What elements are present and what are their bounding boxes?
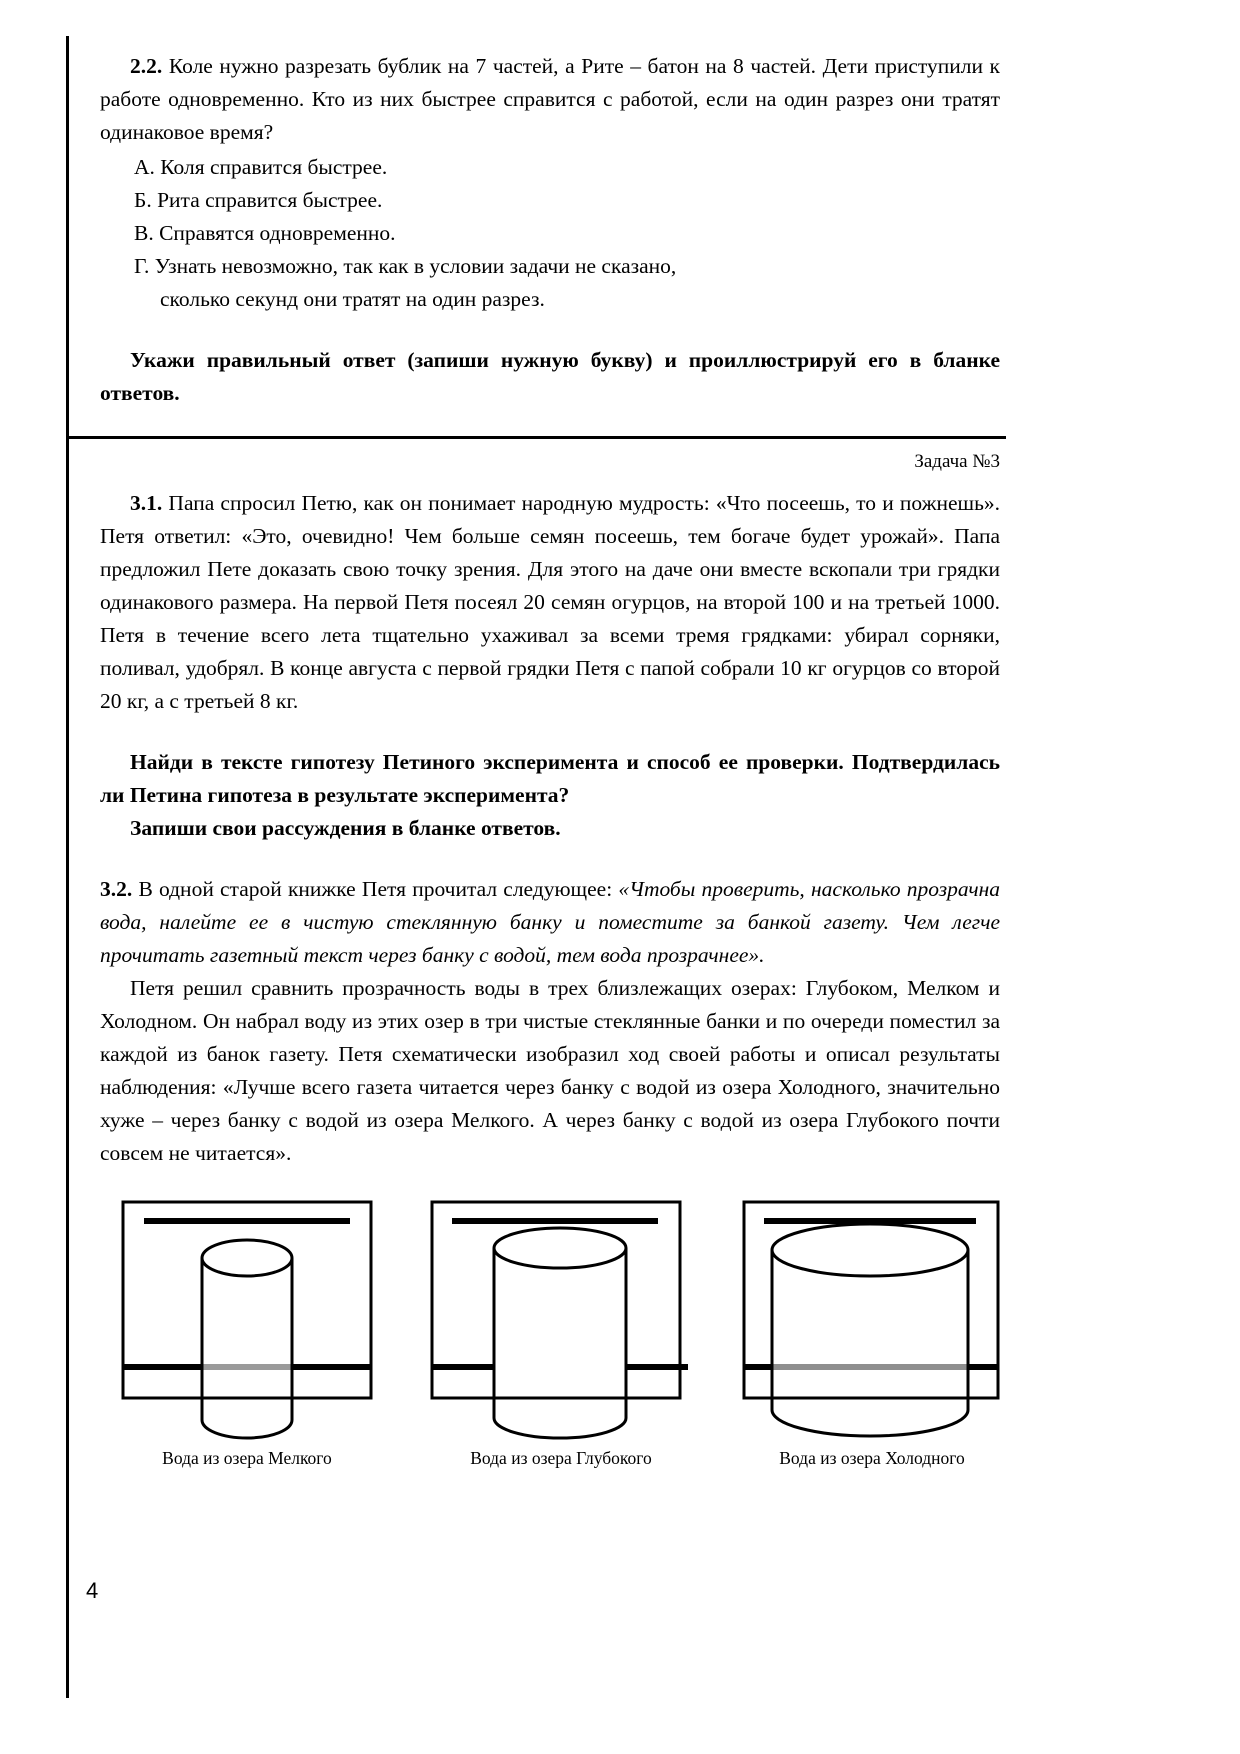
task-3-label: Задача №3 — [914, 451, 1000, 472]
task-3-1-text: Папа спросил Петю, как он понимает народную мудрость: «Что посеешь, то и пожнешь». Петя ответил: «Это, очевидно! Чем больше семян посеешь, тем богаче будет урожай». Папа предложил Пете доказать свою точку зрения. Для этого на даче они вместе вскопали три грядки одинакового размера. На первой Петя посеял 20 семян огурцов, на второй 100 и на третьей 1000. Петя в течение всего лета тщательно ухаживал за всеми тремя грядками: убирал сорняки, поливал, удобрял. В конце августа с первой грядки Петя с папой собрали 10 кг огурцов со второй 20 кг, а с третьей 8 кг. — [100, 491, 1000, 713]
choice-b: Б. Рита справится быстрее. — [134, 188, 383, 212]
choice-g-continuation: сколько секунд они тратят на один разрез. — [160, 287, 545, 311]
figures-group — [100, 1196, 1000, 1496]
task-3-2-paragraph — [100, 873, 1000, 972]
task-2-2-paragraph — [100, 50, 1000, 149]
task-3-2-number: 3.2. — [100, 877, 133, 901]
figure-kholodnoe — [736, 1196, 1008, 1468]
task-3-2-quote: «Чтобы проверить, насколько прозрачна вода, налейте ее в чистую стеклянную банку и поместите за банкой газету. Чем легче прочитать газетный текст через банку с водой, тем вода прозрачнее». — [100, 877, 1001, 967]
figure-kholodnoe-caption: Вода из озера Холодного — [779, 1448, 965, 1468]
task-2-2-number: 2.2. — [130, 54, 163, 78]
figure-melkoe — [116, 1196, 378, 1468]
figure-melkoe-caption: Вода из озера Мелкого — [162, 1448, 332, 1468]
left-margin-rule — [66, 36, 69, 1698]
page-number: 4 — [86, 1578, 99, 1603]
task-2-2-choices — [134, 151, 1000, 316]
section-divider — [66, 436, 1006, 439]
page-content — [100, 50, 1000, 1496]
task-2-2-text: Коле нужно разрезать бублик на 7 частей, а Рите – батон на 8 частей. Дети приступили к работе одновременно. Кто из них быстрее справится с работой, если на один разрез они тратят одинаковое время? — [100, 54, 1000, 144]
task-3-2-intro: В одной старой книжке Петя прочитал следующее: — [138, 877, 619, 901]
choice-v: В. Справятся одновременно. — [134, 221, 396, 245]
figure-glubokoe — [430, 1196, 692, 1468]
task-3-1-paragraph — [100, 487, 1000, 718]
choice-g: Г. Узнать невозможно, так как в условии задачи не сказано, — [134, 254, 677, 278]
task-3-1-number: 3.1. — [130, 491, 163, 515]
choice-a: А. Коля справится быстрее. — [134, 155, 388, 179]
figure-glubokoe-caption: Вода из озера Глубокого — [470, 1448, 652, 1468]
task-2-2-instruction: Укажи правильный ответ (запиши нужную букву) и проиллюстрируй его в бланке ответов. — [100, 348, 1000, 405]
figure-kholodnoe-svg — [736, 1196, 1008, 1446]
figure-melkoe-svg — [116, 1196, 378, 1446]
task-3-1-instruction-1: Найди в тексте гипотезу Петиного эксперимента и способ ее проверки. Подтвердилась ли Петина гипотеза в результате эксперимента? — [100, 750, 1000, 807]
figure-glubokoe-svg — [430, 1196, 692, 1446]
task-3-1-instruction-2: Запиши свои рассуждения в бланке ответов. — [130, 816, 561, 840]
task-3-2-body: Петя решил сравнить прозрачность воды в трех близлежащих озерах: Глубоком, Мелком и Холодном. Он набрал воду из этих озер в три чистые стеклянные банки и по очереди поместил за каждой из банок газету. Петя схематически изобразил ход своей работы и описал результаты наблюдения: «Лучше всего газета читается через банку с водой из озера Холодного, значительно хуже – через банку с водой из озера Мелкого. А через банку с водой из озера Глубокого почти совсем не читается». — [100, 976, 1000, 1165]
